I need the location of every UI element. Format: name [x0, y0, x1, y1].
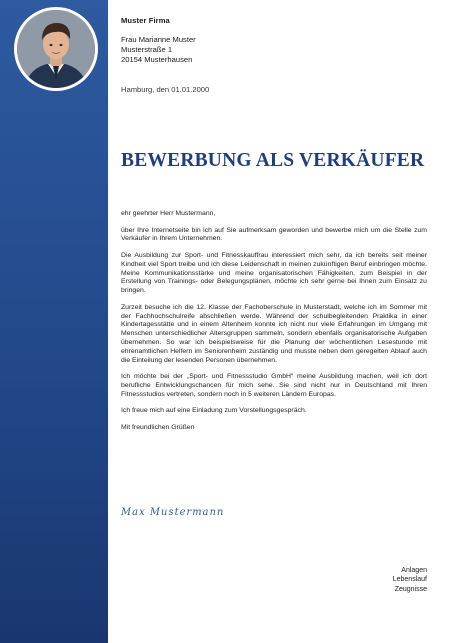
- attachments-list: [393, 566, 427, 594]
- signature: Max Mustermann: [121, 507, 225, 518]
- attachment-certificates: Zeugnisse: [394, 585, 427, 593]
- paragraph-invitation: Ich freue mich auf eine Einladung zum Vorstellungsgespräch.: [121, 407, 307, 415]
- closing-phrase: Mit freundlichen Grüßen: [121, 423, 195, 431]
- sender-company: Muster Firma: [121, 16, 170, 25]
- letter-body: [121, 210, 427, 441]
- sidebar-band: [0, 0, 108, 643]
- recipient-name: Frau Marianne Muster: [121, 35, 196, 44]
- paragraph-experience: Zurzeit besuche ich die 12. Klasse der Fachoberschule in Musterstadt, welche ich im Sommer mit der Fachhochschulreife abschließen werde. Während der schulbegleitenden Praktika in einer Kindertagesstätte und in einem Altenheim konnte ich nicht nur viele Erfahrungen im Umgang mit Menschen unterschiedlicher Altersgruppen sammeln, sondern ebenfalls organisatorische Aufgaben übernehmen. So war ich beispielsweise für die Planung der wöchentlichen Lesestunde mit ehrenamtlichen Helfern im Seniorenheim zuständig und musste neben dem geregelten Ablauf auch die Einteilung der lesenden Personen übernehmen.: [121, 303, 427, 364]
- recipient-city: 20154 Musterhausen: [121, 54, 193, 64]
- paragraph-motivation: Die Ausbildung zur Sport- und Fitnesskauffrau interessiert mich sehr, da ich bereits seit meiner Kindheit viel Sport treibe und ich diese Leidenschaft in meinen zukünftigen Beruf einbringen möchte. Meine Kommunikationsstärke und meine organisatorischen Fähigkeiten, zum Beispiel in der Erstellung von Trainings- oder Belegungsplänen, möchte ich sehr gerne bei Ihnen zum Einsatz zu bringen.: [121, 251, 427, 295]
- attachment-cv: Lebenslauf: [392, 576, 427, 584]
- recipient-street: Musterstraße 1: [121, 44, 173, 54]
- letter-date: Hamburg, den 01.01.2000: [121, 85, 210, 94]
- paragraph-company: Ich möchte bei der „Sport- und Fitnessstudio GmbH“ meine Ausbildung machen, weil ich dort berufliche Entwicklungschancen für mich sehe. Sie sind nicht nur in Deutschland mit Ihren Fitnessstudios vertreten, sondern noch in 5 weiteren Ländern Europas.: [121, 373, 427, 398]
- recipient-address: [121, 35, 196, 64]
- letter-content: [121, 0, 429, 643]
- paragraph-intro: über Ihre Internetseite bin ich auf Sie aufmerksam geworden und bewerbe mich um die Stelle zum Verkäufer in Ihrem Unternehmen.: [121, 226, 427, 243]
- attachments-heading: Anlagen: [401, 567, 427, 574]
- salutation: ehr geehrter Herr Mustermann,: [121, 210, 216, 217]
- portrait-photo-icon: [17, 10, 95, 88]
- letter-headline: BEWERBUNG ALS VERKÄUFER: [121, 150, 425, 171]
